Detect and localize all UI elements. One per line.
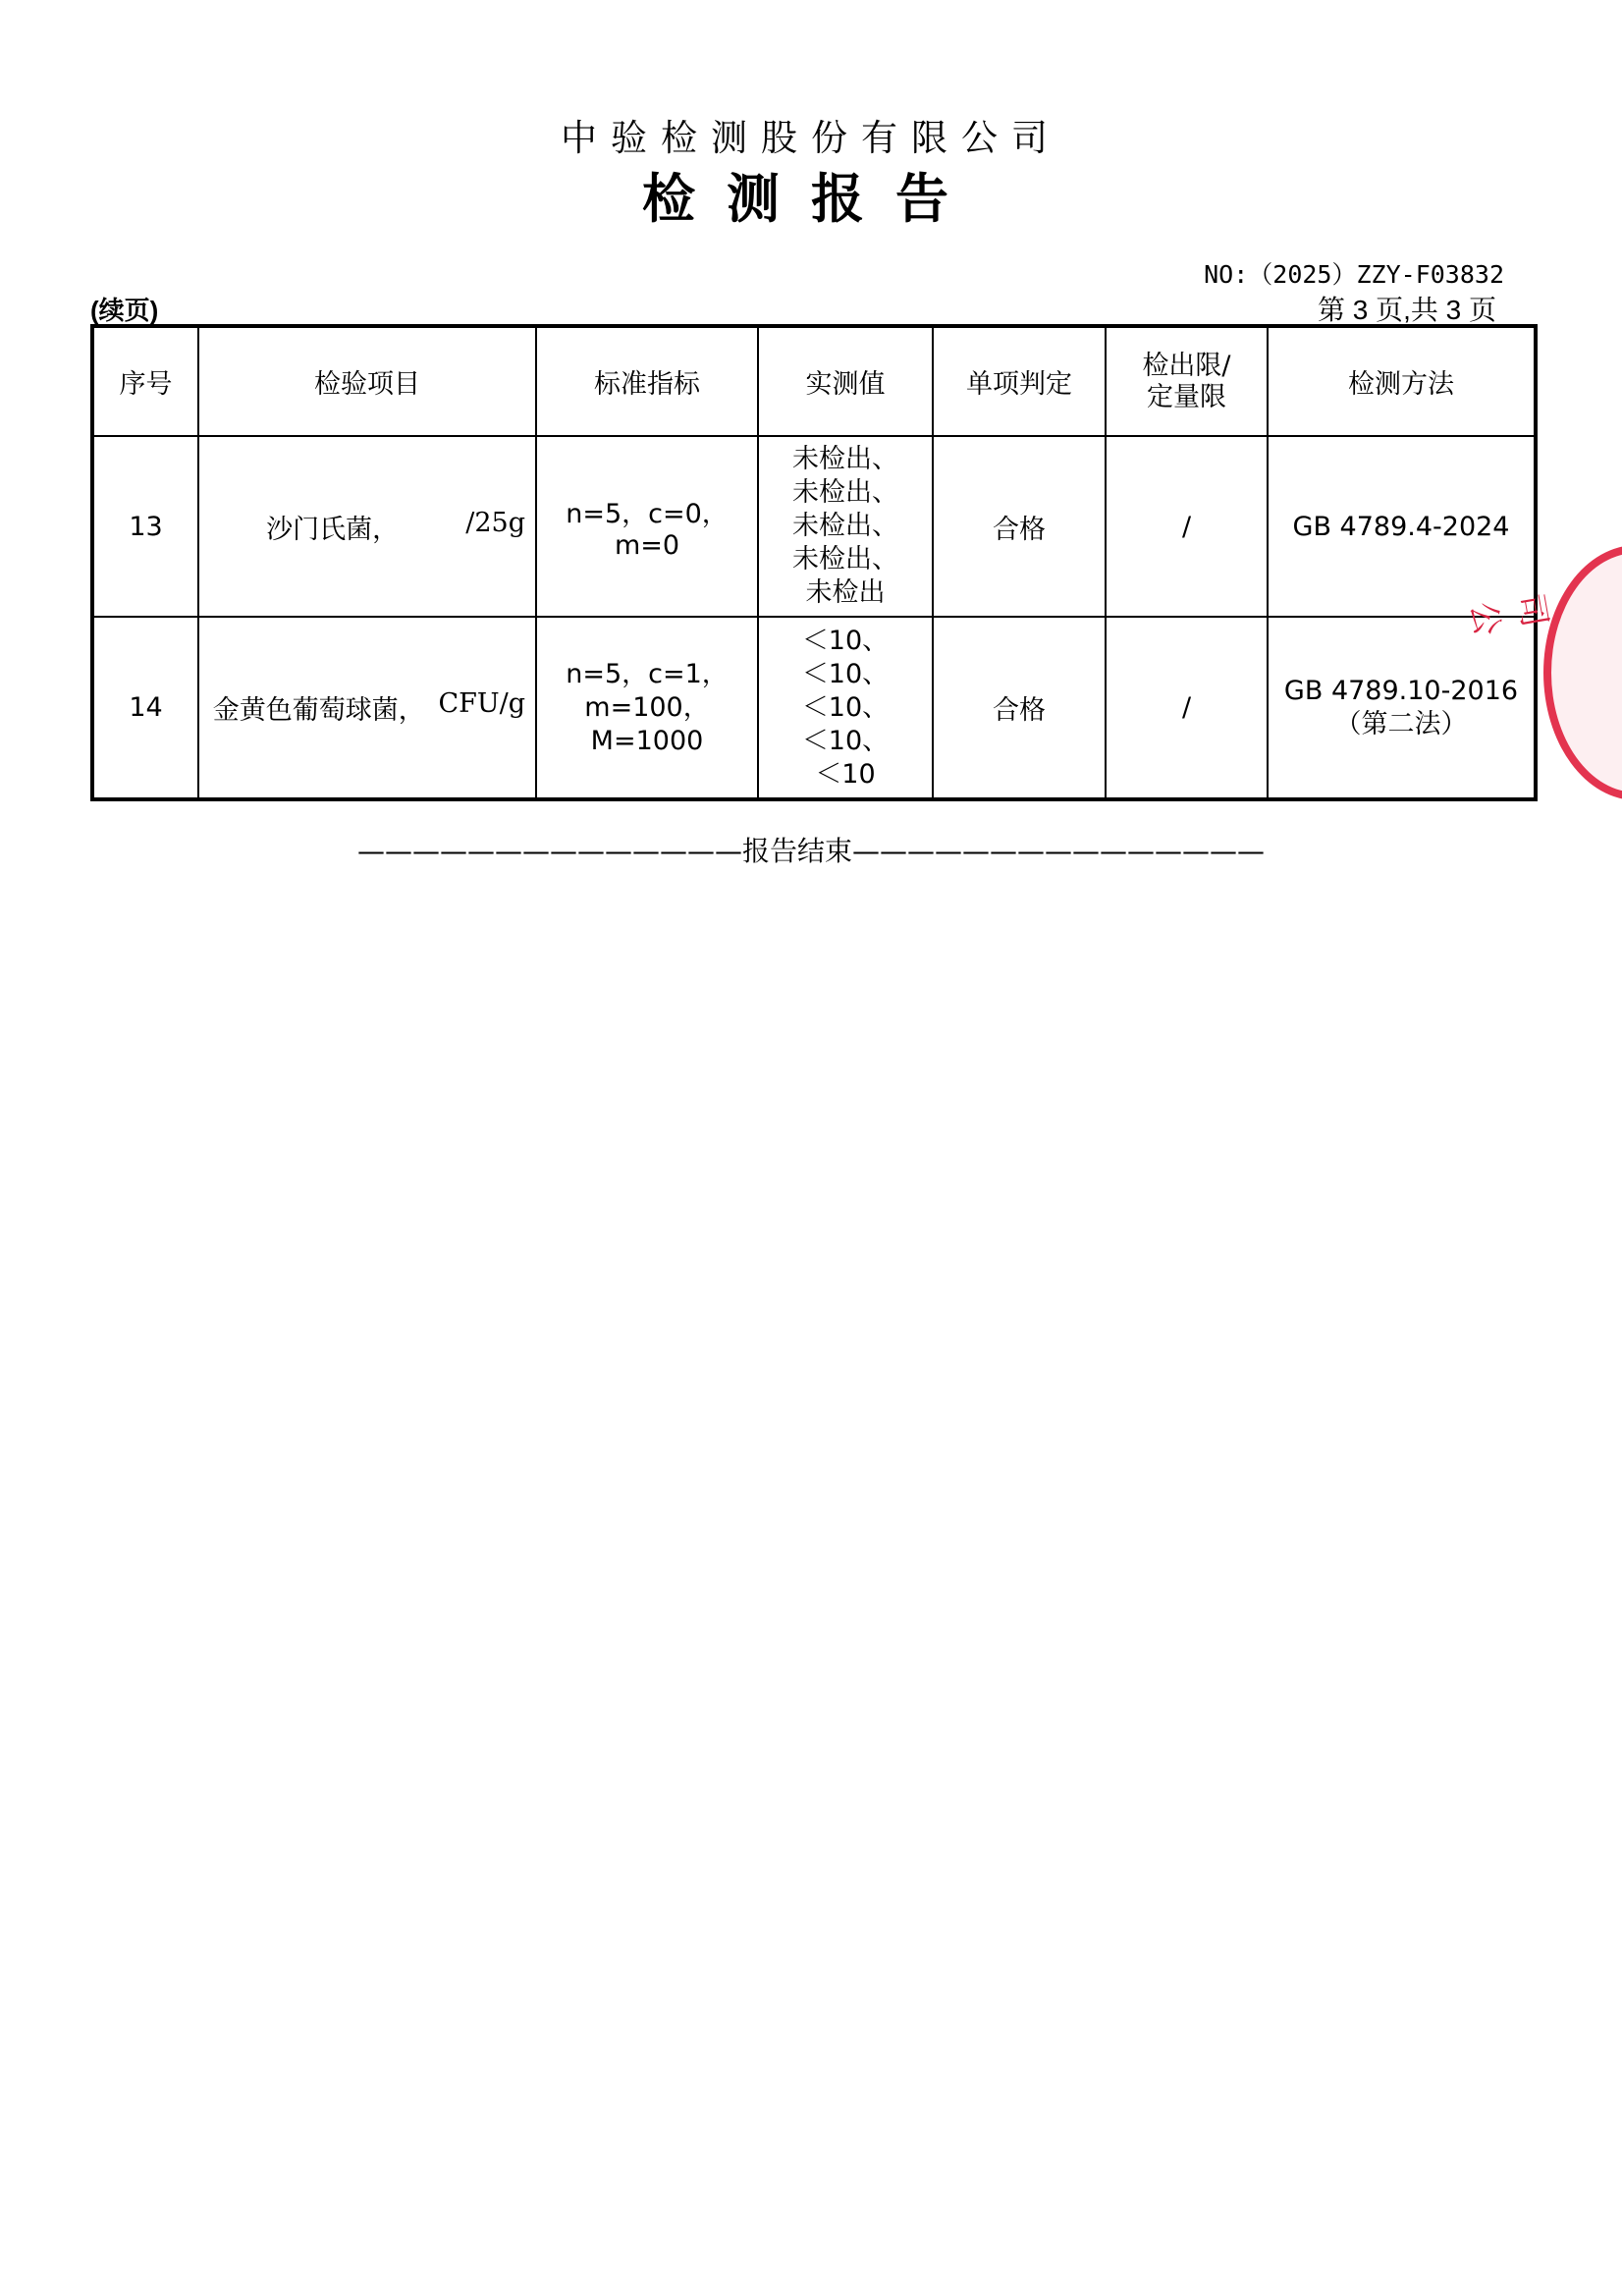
report-number: NO:（2025）ZZY-F03832 [1204, 260, 1504, 289]
row-measured [758, 617, 933, 799]
item-unit: CFU/g [438, 688, 525, 719]
company-name: 中验检测股份有限公司 [561, 117, 1061, 159]
results-table [90, 324, 1538, 801]
row-limit: / [1106, 617, 1268, 799]
measured-value: 未检出、 [792, 544, 898, 574]
method-line: GB 4789.10-2016 [1283, 675, 1519, 706]
row-measured [758, 436, 933, 617]
measured-value: 未检出 [805, 577, 886, 608]
seal-text: 司公 [1462, 590, 1555, 639]
col-header-no: 序号 [92, 326, 198, 436]
row-no: 14 [92, 617, 198, 799]
row-judgement: 合格 [933, 436, 1106, 617]
col-header-item: 检验项目 [198, 326, 536, 436]
row-item [198, 436, 536, 617]
company-seal-stamp [1543, 545, 1622, 800]
measured-value: ＜10、 [801, 725, 890, 756]
table-row [92, 617, 1536, 799]
continued-label: (续页) [90, 296, 159, 325]
col-header-judgement: 单项判定 [933, 326, 1106, 436]
measured-value: ＜10、 [801, 691, 890, 723]
page-info: 第 3 页,共 3 页 [1317, 295, 1496, 325]
table-row [92, 436, 1536, 617]
row-limit: / [1106, 436, 1268, 617]
row-standard: n=5，c=0，m=0 [536, 436, 758, 617]
measured-value: ＜10 [815, 758, 876, 790]
measured-value: 未检出、 [792, 511, 898, 541]
report-end-line: ——————————————报告结束——————————————— [356, 835, 1265, 867]
row-item [198, 617, 536, 799]
method-line: （第二法） [1334, 708, 1468, 739]
row-standard [536, 617, 758, 799]
standard-line: m=100，M=1000 [584, 691, 710, 756]
col-header-standard: 标准指标 [536, 326, 758, 436]
measured-value: ＜10、 [801, 625, 890, 656]
report-title: 检测报告 [642, 168, 980, 230]
row-judgement: 合格 [933, 617, 1106, 799]
table-header-row [92, 326, 1536, 436]
standard-line: n=5，c=1， [566, 658, 729, 689]
col-header-limit: 检出限/ 定量限 [1106, 326, 1268, 436]
row-no: 13 [92, 436, 198, 617]
item-name: 沙门氏菌， [266, 514, 400, 545]
measured-value: ＜10、 [801, 658, 890, 689]
measured-value: 未检出、 [792, 444, 898, 474]
row-method: GB 4789.4-2024 [1268, 436, 1536, 617]
measured-value: 未检出、 [792, 477, 898, 508]
col-header-measured: 实测值 [758, 326, 933, 436]
item-unit: /25g [465, 507, 525, 538]
col-header-method: 检测方法 [1268, 326, 1536, 436]
item-name: 金黄色葡萄球菌， [212, 695, 425, 726]
